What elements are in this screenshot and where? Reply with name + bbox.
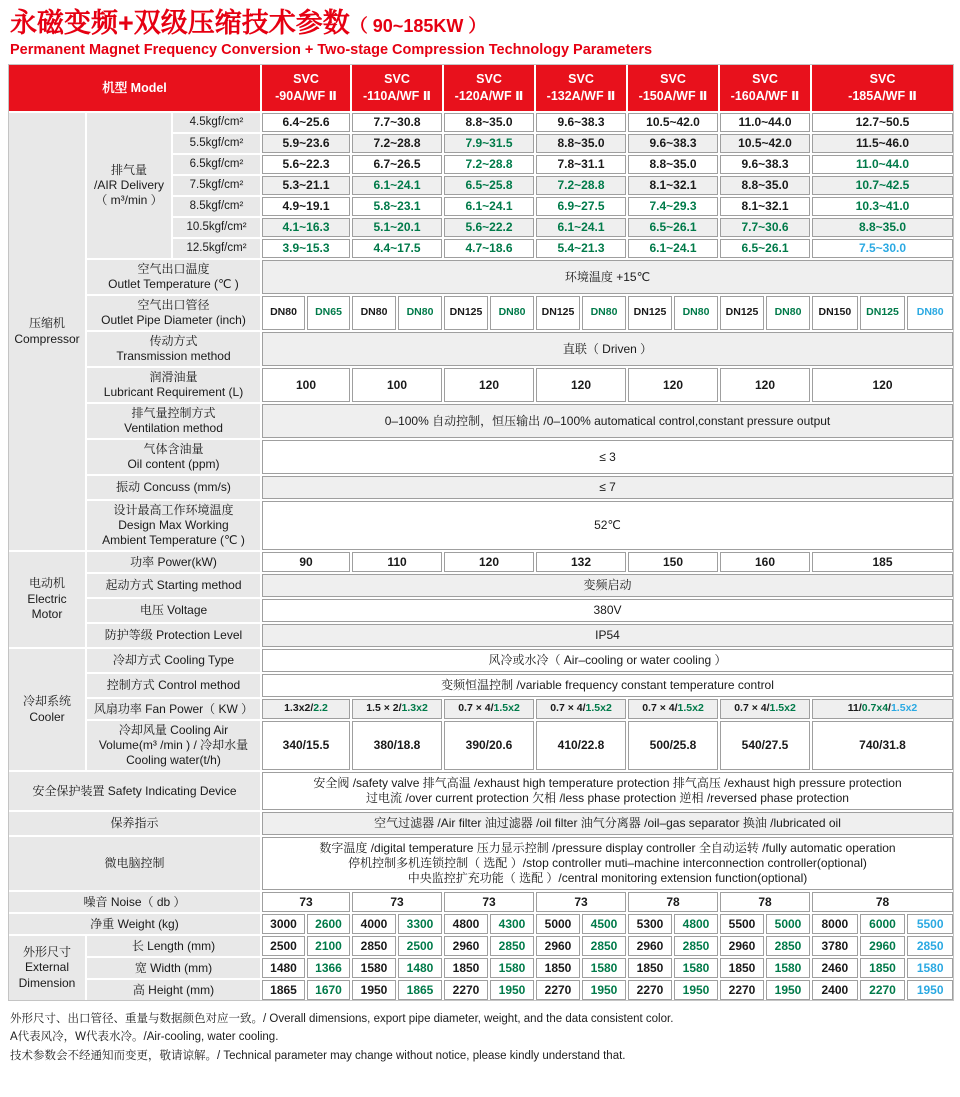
row-label: 冷却风量 Cooling Air Volume(m³ /min ) / 冷却水量 Cooling water(t/h) (87, 721, 260, 770)
table-cell: 9.6~38.3 (536, 113, 626, 132)
table-cell: 120 (536, 368, 626, 402)
table-cell: 2850 (907, 936, 953, 956)
table-cell: 1950 (582, 980, 626, 1000)
table-cell: 3.9~15.3 (262, 239, 350, 258)
table-cell: 数字温度 /digital temperature 压力显示控制 /pressure display controller 全自动运转 /fully automatic operation 停机控制多机连锁控制（ 选配 ）/stop controller muti–machine interconnection controller(optional) 中央监控扩充功能（ 选配 ）/central monitoring extension function(optional) (262, 837, 953, 890)
table-row (87, 440, 953, 474)
table-cell: 直联（ Driven ） (262, 332, 953, 366)
table-cell: 2960 (628, 936, 672, 956)
table-body (9, 113, 953, 1000)
table-cell: 4800 (444, 914, 488, 934)
table-cell: 1580 (582, 958, 626, 978)
table-cell: 环境温度 +15℃ (262, 260, 953, 294)
title-block (8, 6, 952, 64)
table-cell: 10.5~42.0 (720, 134, 810, 153)
pressure-label: 6.5kgf/cm² (173, 155, 260, 174)
table-cell: 78 (628, 892, 718, 912)
table-row (173, 218, 953, 237)
pressure-label: 7.5kgf/cm² (173, 176, 260, 195)
table-row (87, 574, 953, 597)
table-cell: 1950 (352, 980, 396, 1000)
table-cell: 1850 (860, 958, 906, 978)
model-header-label: 机型 Model (9, 65, 260, 111)
pressure-label: 4.5kgf/cm² (173, 113, 260, 132)
table-cell: 10.5~42.0 (628, 113, 718, 132)
table-cell: DN80 (398, 296, 442, 330)
table-cell: 100 (352, 368, 442, 402)
row-label: 空气出口温度 Outlet Temperature (℃ ) (87, 260, 260, 294)
model-header-cell: SVC -160A/WF Ⅱ (720, 65, 810, 111)
table-cell: 5.4~21.3 (536, 239, 626, 258)
table-cell: 11.0~44.0 (812, 155, 953, 174)
table-cell: 11/ 0.7x4 / 1.5x2 (812, 699, 953, 719)
table-cell: 12.7~50.5 (812, 113, 953, 132)
table-cell: 6.1~24.1 (352, 176, 442, 195)
table-cell: 7.2~28.8 (444, 155, 534, 174)
table-cell: 73 (352, 892, 442, 912)
table-row (87, 113, 953, 258)
table-cell: 2850 (582, 936, 626, 956)
table-cell: 410/22.8 (536, 721, 626, 770)
table-cell: 4.9~19.1 (262, 197, 350, 216)
row-label: 气体含油量 Oil content (ppm) (87, 440, 260, 474)
table-section (9, 649, 953, 770)
table-cell: DN80 (766, 296, 810, 330)
table-section (9, 936, 953, 1000)
table-cell: 2500 (398, 936, 442, 956)
table-cell: 120 (444, 552, 534, 572)
table-row (87, 501, 953, 550)
spec-table (8, 64, 954, 1001)
table-row (173, 113, 953, 132)
table-cell: 5.8~23.1 (352, 197, 442, 216)
table-cell: 变频恒温控制 /variable frequency constant temperature control (262, 674, 953, 697)
table-cell: 120 (812, 368, 953, 402)
table-cell: 11.0~44.0 (720, 113, 810, 132)
table-cell: 11.5~46.0 (812, 134, 953, 153)
table-cell: 1950 (907, 980, 953, 1000)
table-header-row (9, 65, 953, 111)
table-cell: 5.3~21.1 (262, 176, 350, 195)
table-cell: 5.9~23.6 (262, 134, 350, 153)
table-cell: DN80 (674, 296, 718, 330)
table-row (87, 404, 953, 438)
table-cell: 7.2~28.8 (536, 176, 626, 195)
table-row (9, 892, 953, 912)
table-cell: 52℃ (262, 501, 953, 550)
group-label: 冷却系统 Cooler (9, 649, 85, 770)
table-cell: 1850 (536, 958, 580, 978)
table-cell: 1580 (907, 958, 953, 978)
table-cell: 2960 (536, 936, 580, 956)
table-cell: 6.1~24.1 (536, 218, 626, 237)
table-cell: 500/25.8 (628, 721, 718, 770)
pressure-label: 8.5kgf/cm² (173, 197, 260, 216)
row-label: 冷却方式 Cooling Type (87, 649, 260, 672)
table-cell: 4300 (490, 914, 534, 934)
table-cell: 9.6~38.3 (720, 155, 810, 174)
table-cell: DN80 (262, 296, 305, 330)
table-row (173, 155, 953, 174)
table-cell: 4000 (352, 914, 396, 934)
table-cell: 6.5~26.1 (628, 218, 718, 237)
row-label: 空气出口管径 Outlet Pipe Diameter (inch) (87, 296, 260, 330)
table-row (87, 958, 953, 978)
table-cell: 6.4~25.6 (262, 113, 350, 132)
table-cell: DN125 (628, 296, 672, 330)
table-cell: 2850 (490, 936, 534, 956)
row-label: 电压 Voltage (87, 599, 260, 622)
table-cell: 2850 (674, 936, 718, 956)
table-cell: 5000 (766, 914, 810, 934)
table-cell: DN80 (582, 296, 626, 330)
row-label: 风扇功率 Fan Power（ KW ） (87, 699, 260, 719)
row-label: 噪音 Noise（ db ） (9, 892, 260, 912)
group-label: 压缩机 Compressor (9, 113, 85, 550)
row-label: 宽 Width (mm) (87, 958, 260, 978)
footnote-line: 技术参数会不经通知而变更，敬请谅解。/ Technical parameter may change without notice, please kindly understand that. (10, 1049, 626, 1062)
table-row (9, 772, 953, 810)
table-section (9, 552, 953, 647)
table-cell: 540/27.5 (720, 721, 810, 770)
table-cell: 380/18.8 (352, 721, 442, 770)
table-cell: 740/31.8 (812, 721, 953, 770)
footnotes (8, 1010, 952, 1065)
table-cell: 7.5~30.0 (812, 239, 953, 258)
row-label: 净重 Weight (kg) (9, 914, 260, 934)
table-cell: DN125 (444, 296, 488, 330)
table-cell: 7.4~29.3 (628, 197, 718, 216)
row-label: 传动方式 Transmission method (87, 332, 260, 366)
table-cell: 1950 (766, 980, 810, 1000)
row-label: 保养指示 (9, 812, 260, 835)
table-cell: ≤ 3 (262, 440, 953, 474)
table-row (87, 721, 953, 770)
table-cell: 7.2~28.8 (352, 134, 442, 153)
table-cell: 1580 (490, 958, 534, 978)
table-row (87, 980, 953, 1000)
row-label: 高 Height (mm) (87, 980, 260, 1000)
table-cell: DN125 (860, 296, 906, 330)
row-label: 长 Length (mm) (87, 936, 260, 956)
table-cell: 5500 (907, 914, 953, 934)
table-row (173, 134, 953, 153)
table-cell: 0.7 × 4/ 1.5x2 (536, 699, 626, 719)
row-label: 功率 Power(kW) (87, 552, 260, 572)
table-cell: 1366 (307, 958, 350, 978)
table-cell: 7.8~31.1 (536, 155, 626, 174)
table-cell: 4.1~16.3 (262, 218, 350, 237)
table-cell: 1850 (628, 958, 672, 978)
table-cell: 120 (628, 368, 718, 402)
table-row (87, 674, 953, 697)
pressure-label: 12.5kgf/cm² (173, 239, 260, 258)
table-cell: 1865 (398, 980, 442, 1000)
table-cell: 100 (262, 368, 350, 402)
table-cell: 390/20.6 (444, 721, 534, 770)
table-cell: 132 (536, 552, 626, 572)
table-cell: 1580 (674, 958, 718, 978)
row-label: 控制方式 Control method (87, 674, 260, 697)
footnote-line: A代表风冷，W代表水冷。/Air-cooling, water cooling. (10, 1031, 279, 1044)
table-cell: 2270 (536, 980, 580, 1000)
table-cell: 120 (444, 368, 534, 402)
page-title-kw-range: （ 90~185KW ） (349, 16, 487, 36)
table-cell: DN80 (907, 296, 953, 330)
table-row (87, 936, 953, 956)
table-cell: 2960 (444, 936, 488, 956)
table-cell: 8.1~32.1 (628, 176, 718, 195)
table-cell: 340/15.5 (262, 721, 350, 770)
table-cell: 185 (812, 552, 953, 572)
table-cell: 2270 (860, 980, 906, 1000)
row-label: 排气量 /AIR Delivery （ m³/min ） (87, 113, 171, 258)
table-cell: 2850 (352, 936, 396, 956)
table-cell: 0.7 × 4/ 1.5x2 (444, 699, 534, 719)
table-cell: 2270 (628, 980, 672, 1000)
table-row (173, 239, 953, 258)
table-cell: 8.8~35.0 (536, 134, 626, 153)
table-cell: 6.1~24.1 (628, 239, 718, 258)
table-row (87, 332, 953, 366)
table-cell: 1.3x2/ 2.2 (262, 699, 350, 719)
model-header-cell: SVC -120A/WF Ⅱ (444, 65, 534, 111)
table-cell: DN125 (536, 296, 580, 330)
table-cell: 90 (262, 552, 350, 572)
table-row (87, 599, 953, 622)
table-cell: 2960 (720, 936, 764, 956)
table-cell: 1580 (766, 958, 810, 978)
table-cell: IP54 (262, 624, 953, 647)
table-section (9, 772, 953, 934)
table-row (87, 260, 953, 294)
table-row (87, 368, 953, 402)
table-cell: 空气过滤器 /Air filter 油过滤器 /oil filter 油气分离器 /oil–gas separator 换油 /lubricated oil (262, 812, 953, 835)
table-cell: 5000 (536, 914, 580, 934)
table-cell: DN80 (352, 296, 396, 330)
row-label: 振动 Concuss (mm/s) (87, 476, 260, 499)
table-cell: 8000 (812, 914, 858, 934)
table-row (87, 296, 953, 330)
table-cell: 1850 (720, 958, 764, 978)
table-cell: 3000 (262, 914, 305, 934)
table-row (9, 837, 953, 890)
table-cell: 风冷或水冷（ Air–cooling or water cooling ） (262, 649, 953, 672)
table-cell: 5300 (628, 914, 672, 934)
table-cell: 73 (536, 892, 626, 912)
table-cell: DN125 (720, 296, 764, 330)
table-cell: 2460 (812, 958, 858, 978)
table-cell: 2500 (262, 936, 305, 956)
table-cell: 4.4~17.5 (352, 239, 442, 258)
table-cell: 1670 (307, 980, 350, 1000)
row-label: 润滑油量 Lubricant Requirement (L) (87, 368, 260, 402)
table-cell: 2400 (812, 980, 858, 1000)
table-cell: 10.7~42.5 (812, 176, 953, 195)
table-cell: 2270 (444, 980, 488, 1000)
table-row (173, 197, 953, 216)
table-cell: 2270 (720, 980, 764, 1000)
table-cell: 7.9~31.5 (444, 134, 534, 153)
table-cell: 6.9~27.5 (536, 197, 626, 216)
table-cell: 6.1~24.1 (444, 197, 534, 216)
table-cell: 安全阀 /safety valve 排气高温 /exhaust high temperature protection 排气高压 /exhaust high pressure protection 过电流 /over current protection 欠相 /less phase protection 逆相 /reversed phase protection (262, 772, 953, 810)
table-cell: 7.7~30.6 (720, 218, 810, 237)
table-cell: 3300 (398, 914, 442, 934)
table-cell: 380V (262, 599, 953, 622)
table-cell: 5.6~22.2 (444, 218, 534, 237)
table-cell: 8.1~32.1 (720, 197, 810, 216)
table-cell: 78 (812, 892, 953, 912)
table-row (9, 914, 953, 934)
table-cell: 6.5~26.1 (720, 239, 810, 258)
table-cell: 6.7~26.5 (352, 155, 442, 174)
table-cell: 5.1~20.1 (352, 218, 442, 237)
table-cell: 0.7 × 4/ 1.5x2 (720, 699, 810, 719)
page-title (10, 8, 952, 39)
table-cell: 1580 (352, 958, 396, 978)
table-cell: 7.7~30.8 (352, 113, 442, 132)
page-title-zh: 永磁变频+双级压缩技术参数 (10, 8, 350, 38)
table-cell: 4500 (582, 914, 626, 934)
table-cell: 6000 (860, 914, 906, 934)
table-cell: ≤ 7 (262, 476, 953, 499)
table-cell: 5500 (720, 914, 764, 934)
table-row (87, 649, 953, 672)
table-cell: 2600 (307, 914, 350, 934)
row-label: 安全保护装置 Safety Indicating Device (9, 772, 260, 810)
table-cell: 2960 (860, 936, 906, 956)
model-header-cell: SVC -90A/WF Ⅱ (262, 65, 350, 111)
table-cell: 10.3~41.0 (812, 197, 953, 216)
model-header-cell: SVC -150A/WF Ⅱ (628, 65, 718, 111)
table-cell: 150 (628, 552, 718, 572)
pressure-label: 10.5kgf/cm² (173, 218, 260, 237)
table-cell: 110 (352, 552, 442, 572)
table-cell: 160 (720, 552, 810, 572)
table-cell: 5.6~22.3 (262, 155, 350, 174)
table-row (173, 176, 953, 195)
model-header-cell: SVC -185A/WF Ⅱ (812, 65, 953, 111)
table-cell: DN80 (490, 296, 534, 330)
table-cell: 120 (720, 368, 810, 402)
table-row (87, 699, 953, 719)
row-label: 排气量控制方式 Ventilation method (87, 404, 260, 438)
table-cell: 1480 (262, 958, 305, 978)
table-cell: 1950 (674, 980, 718, 1000)
table-cell: 2100 (307, 936, 350, 956)
table-cell: DN150 (812, 296, 858, 330)
table-cell: 1950 (490, 980, 534, 1000)
table-cell: 73 (262, 892, 350, 912)
table-cell: 0–100% 自动控制，恒压输出 /0–100% automatical control,constant pressure output (262, 404, 953, 438)
table-cell: 9.6~38.3 (628, 134, 718, 153)
group-label: 电动机 Electric Motor (9, 552, 85, 647)
table-cell: 8.8~35.0 (812, 218, 953, 237)
table-cell: 8.8~35.0 (720, 176, 810, 195)
table-row (87, 624, 953, 647)
table-cell: 8.8~35.0 (628, 155, 718, 174)
table-cell: 2850 (766, 936, 810, 956)
page-subtitle: Permanent Magnet Frequency Conversion + Two-stage Compression Technology Parameters (10, 42, 653, 59)
table-cell: 1480 (398, 958, 442, 978)
table-cell: 4800 (674, 914, 718, 934)
table-cell: 1865 (262, 980, 305, 1000)
table-cell: 1.5 × 2/ 1.3x2 (352, 699, 442, 719)
table-cell: 0.7 × 4/ 1.5x2 (628, 699, 718, 719)
row-label: 起动方式 Starting method (87, 574, 260, 597)
table-cell: 4.7~18.6 (444, 239, 534, 258)
table-cell: 73 (444, 892, 534, 912)
table-cell: 1850 (444, 958, 488, 978)
pressure-label: 5.5kgf/cm² (173, 134, 260, 153)
table-section (9, 113, 953, 550)
model-header-cell: SVC -110A/WF Ⅱ (352, 65, 442, 111)
footnote-line: 外形尺寸、出口管径、重量与数据颜色对应一致。/ Overall dimensions, export pipe diameter, weight, and the data consistent color. (10, 1013, 674, 1026)
table-cell: 78 (720, 892, 810, 912)
table-row (87, 552, 953, 572)
table-cell: 变频启动 (262, 574, 953, 597)
row-label: 微电脑控制 (9, 837, 260, 890)
group-label: 外形尺寸 External Dimension (9, 936, 85, 1000)
table-row (87, 476, 953, 499)
table-cell: 8.8~35.0 (444, 113, 534, 132)
table-row (9, 812, 953, 835)
row-label: 防护等级 Protection Level (87, 624, 260, 647)
table-cell: 3780 (812, 936, 858, 956)
table-cell: DN65 (307, 296, 350, 330)
row-label: 设计最高工作环境温度 Design Max Working Ambient Temperature (℃ ) (87, 501, 260, 550)
model-header-cell: SVC -132A/WF Ⅱ (536, 65, 626, 111)
table-cell: 6.5~25.8 (444, 176, 534, 195)
